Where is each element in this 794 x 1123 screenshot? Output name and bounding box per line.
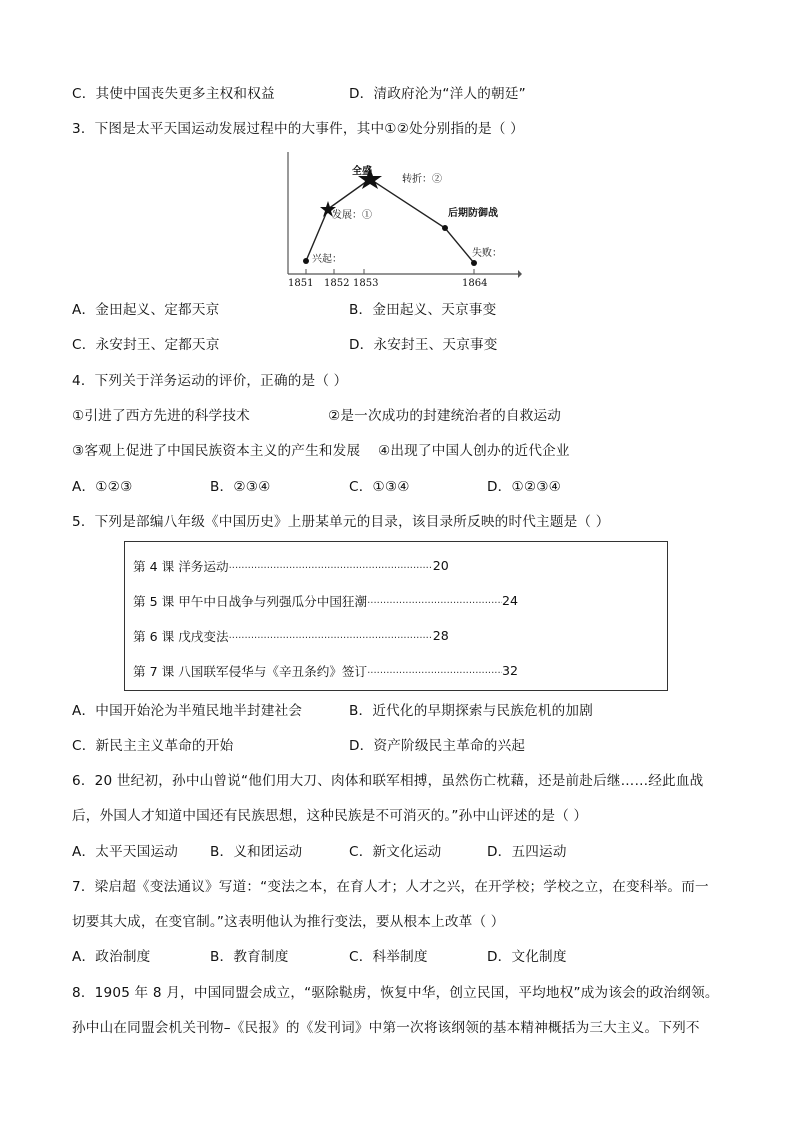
q3-option-a[interactable]: A．金田起义、定都天京 bbox=[72, 302, 220, 318]
toc-leader-dots bbox=[367, 665, 502, 676]
q5-option-a[interactable]: A．中国开始沦为半殖民地半封建社会 bbox=[72, 703, 303, 719]
q4-statement-2: ②是一次成功的封建统治者的自救运动 bbox=[328, 408, 562, 424]
q6-stem-line-2: 后，外国人才知道中国还有民族思想，这种民族是不可消灭的。”孙中山评述的是（ ） bbox=[72, 808, 588, 824]
label-failure: 失败： bbox=[472, 248, 502, 259]
toc-page: 32 bbox=[502, 662, 519, 678]
q4-option-d[interactable]: D．①②③④ bbox=[487, 479, 562, 495]
chart-x-arrow bbox=[518, 270, 522, 278]
year-1864: 1864 bbox=[462, 278, 488, 288]
q6-stem-line-1: 6．20 世纪初，孙中山曾说“他们用大刀、肉体和联军相搏，虽然伤亡枕藉，还是前赴后继……经此血战 bbox=[72, 773, 704, 789]
label-rise: 兴起： bbox=[312, 254, 342, 265]
q3-option-c[interactable]: C．永安封王、定都天京 bbox=[72, 337, 220, 353]
q7-option-d[interactable]: D．文化制度 bbox=[487, 949, 567, 965]
q4-statement-3: ③客观上促进了中国民族资本主义的产生和发展 bbox=[72, 443, 361, 459]
toc-leader-dots bbox=[229, 560, 433, 571]
q7-stem-line-1: 7．梁启超《变法通议》写道：“变法之本，在育人才；人才之兴，在开学校；学校之立，在变科举。而一 bbox=[72, 879, 709, 895]
point-late-defense bbox=[442, 225, 448, 231]
q2-option-d[interactable]: D．清政府沦为“洋人的朝廷” bbox=[349, 86, 526, 102]
q8-stem-line-2: 孙中山在同盟会机关刊物–《民报》的《发刊词》中第一次将该纲领的基本精神概括为三大主义。下列不 bbox=[72, 1020, 700, 1036]
q6-option-a[interactable]: A．太平天国运动 bbox=[72, 844, 179, 860]
q6-option-d[interactable]: D．五四运动 bbox=[487, 844, 567, 860]
q6-option-c[interactable]: C．新文化运动 bbox=[349, 844, 442, 860]
q7-stem-line-2: 切要其大成，在变官制。”这表明他认为推行变法，要从根本上改革（ ） bbox=[72, 914, 505, 930]
toc-leader-dots bbox=[367, 595, 502, 606]
table-of-contents-box bbox=[124, 541, 668, 691]
q4-statement-1: ①引进了西方先进的科学技术 bbox=[72, 408, 250, 424]
q5-option-b[interactable]: B．近代化的早期探索与民族危机的加剧 bbox=[349, 703, 594, 719]
toc-title: 第 4 课 洋务运动 bbox=[133, 558, 229, 574]
q2-option-c[interactable]: C．其使中国丧失更多主权和权益 bbox=[72, 86, 275, 102]
toc-title: 第 5 课 甲午中日战争与列强瓜分中国狂潮 bbox=[133, 593, 368, 609]
toc-page: 20 bbox=[432, 557, 449, 573]
q5-option-c[interactable]: C．新民主主义革命的开始 bbox=[72, 738, 234, 754]
toc-row bbox=[133, 625, 653, 645]
q7-option-b[interactable]: B．教育制度 bbox=[210, 949, 289, 965]
label-peak: 全盛 bbox=[352, 166, 372, 177]
taiping-timeline-chart bbox=[282, 150, 522, 288]
q5-option-d[interactable]: D．资产阶级民主革命的兴起 bbox=[349, 738, 526, 754]
year-1851: 1851 bbox=[288, 278, 314, 288]
q4-stem: 4．下列关于洋务运动的评价，正确的是（ ） bbox=[72, 373, 348, 389]
year-1853: 1853 bbox=[353, 278, 379, 288]
toc-title: 第 7 课 八国联军侵华与《辛丑条约》签订 bbox=[133, 663, 368, 679]
q8-stem-line-1: 8．1905 年 8 月，中国同盟会成立，“驱除鞑虏，恢复中华，创立民国，平均地权”成为该会的政治纲领。 bbox=[72, 985, 719, 1001]
toc-page: 28 bbox=[432, 627, 449, 643]
label-late-defense: 后期防御战 bbox=[448, 208, 498, 219]
q5-stem: 5．下列是部编八年级《中国历史》上册某单元的目录，该目录所反映的时代主题是（ ） bbox=[72, 514, 610, 530]
point-rise bbox=[303, 258, 309, 264]
toc-row bbox=[133, 660, 653, 680]
q4-option-c[interactable]: C．①③④ bbox=[349, 479, 410, 495]
q7-option-c[interactable]: C．科举制度 bbox=[349, 949, 428, 965]
toc-leader-dots bbox=[229, 630, 433, 641]
q4-statement-4: ④出现了中国人创办的近代企业 bbox=[378, 443, 570, 459]
year-1852: 1852 bbox=[324, 278, 350, 288]
q4-option-b[interactable]: B．②③④ bbox=[210, 479, 271, 495]
q3-stem: 3．下图是太平天国运动发展过程中的大事件，其中①②处分别指的是（ ） bbox=[72, 121, 524, 137]
label-development: 发展：① bbox=[332, 210, 372, 221]
toc-title: 第 6 课 戊戌变法 bbox=[133, 628, 229, 644]
toc-page: 24 bbox=[502, 592, 519, 608]
toc-row bbox=[133, 555, 653, 575]
q3-option-b[interactable]: B．金田起义、天京事变 bbox=[349, 302, 497, 318]
q6-option-b[interactable]: B．义和团运动 bbox=[210, 844, 303, 860]
q3-option-d[interactable]: D．永安封王、天京事变 bbox=[349, 337, 498, 353]
chart-trend-line bbox=[306, 179, 474, 263]
point-failure bbox=[471, 260, 477, 266]
label-turn: 转折：② bbox=[402, 174, 442, 185]
toc-row bbox=[133, 590, 653, 610]
q4-option-a[interactable]: A．①②③ bbox=[72, 479, 133, 495]
q7-option-a[interactable]: A．政治制度 bbox=[72, 949, 151, 965]
